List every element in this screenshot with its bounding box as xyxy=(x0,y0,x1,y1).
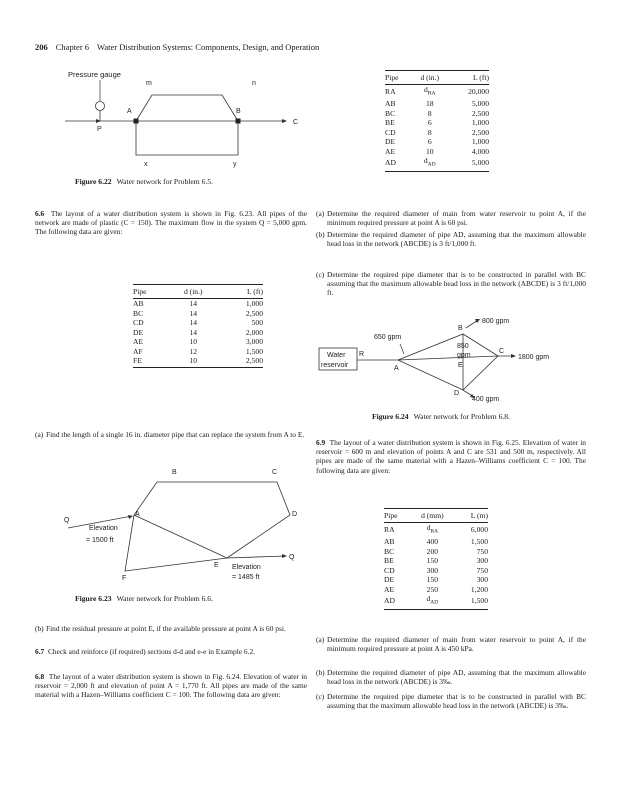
label-E: E xyxy=(458,362,463,369)
problem-6-9-part-a: (a) Determine the required diameter of main from water reservoir to point A, if the minimum required pressure at point A is 450 kPa. xyxy=(316,635,586,654)
problem-6-6-part-b: (b) Find the residual pressure at point E, if the available pressure at point A is 60 psi. xyxy=(35,624,286,633)
label-elevation-A-1: Elevation xyxy=(89,525,118,532)
table-row: FE 10 2,500 xyxy=(133,356,263,365)
table-row: AF 12 1,500 xyxy=(133,346,263,356)
label-D: D xyxy=(454,390,460,397)
problem-6-8: 6.8 The layout of a water distribution system is shown in Fig. 6.24. Elevation of water in reservoir = 2,000 ft and elevation of point A = 1,770 ft. All pipes are made of the same material with a Hazen–Williams coefficient C = 100. The following data are given: xyxy=(35,672,307,700)
pipe-A-B-C xyxy=(398,334,498,360)
figure-6-24-diagram xyxy=(318,312,598,412)
problem-6-9-part-b: (b) Determine the required diameter of pipe AD, assuming that the maximum allowable head loss in the network (ABCDE) is 3‰. xyxy=(316,668,586,687)
label-A: A xyxy=(135,511,140,518)
table-row: CD 300 750 xyxy=(384,565,488,575)
label-Q-outflow: Q xyxy=(289,554,295,561)
table-row: AD $d_{AD}$ 5,000 xyxy=(385,156,489,172)
problem-6-5-part-a: (a) Determine the required diameter of main from water reservoir to point A, if the minimum required pressure at point A is 60 psi. xyxy=(316,209,586,228)
pipe-lower-loop xyxy=(136,121,238,155)
label-B: B xyxy=(172,469,177,476)
label-C: C xyxy=(272,469,278,476)
pipe-A-E-C xyxy=(398,356,498,360)
table-problem-6-9: Pipe d (mm) L (m) RA $d_{RA}$ 6,000 AB 400 1,500 BC 200 750 BE 150 300 CD 300 750 DE 150 300 AE 250 1,200 AD $d_{AD}$ 1,500 xyxy=(384,508,488,610)
label-x: x xyxy=(144,161,148,168)
label-1800-gpm: 1800 gpm xyxy=(518,354,550,361)
problem-6-5-part-c: (c) Determine the required pipe diameter that is to be constructed in parallel with BC assuming that the maximum allowable head loss in the network (ABCDE) is 3 ft/1,000 ft. xyxy=(316,270,586,298)
label-R: R xyxy=(359,351,365,358)
label-elevation-A-2: = 1500 ft xyxy=(86,537,114,544)
problem-6-9-part-c: (c) Determine the required pipe diameter that is to be constructed in parallel with BC assuming that the maximum allowable head loss in the network (ABCDE) is 3‰. xyxy=(316,692,586,711)
table-row: AB 18 5,000 xyxy=(385,99,489,109)
table-row: AE 250 1,200 xyxy=(384,584,488,594)
table-row: BE 6 1,000 xyxy=(385,118,489,128)
figure-6-22-caption: Figure 6.22 Water network for Problem 6.5. xyxy=(75,177,213,186)
table-row: CD 14 500 xyxy=(133,318,263,327)
table-row: BC 200 750 xyxy=(384,546,488,556)
label-400-gpm: 400 gpm xyxy=(472,396,500,403)
table-row: AB 400 1,500 xyxy=(384,537,488,547)
problem-6-5-part-b: (b) Determine the required diameter of pipe AD, assuming that the maximum allowable head loss in the network (ABCDE) is 3 ft/1,000 ft. xyxy=(316,230,586,249)
pipe-A-D-C xyxy=(398,356,498,390)
figure-6-23-caption: Figure 6.23 Water network for Problem 6.6. xyxy=(75,594,213,603)
problem-6-6-part-a: (a) Find the length of a single 16 in. diameter pipe that can replace the system from A to E. xyxy=(35,430,305,439)
node-B xyxy=(236,119,241,124)
running-header xyxy=(35,42,319,52)
chapter-label: Chapter 6 xyxy=(55,42,90,52)
label-C: C xyxy=(499,348,505,355)
label-B: B xyxy=(236,108,241,115)
label-pressure-gauge: Pressure gauge xyxy=(68,70,121,79)
table-row: RA $d_{RA}$ 20,000 xyxy=(385,85,489,97)
table-row: AB 14 1,000 xyxy=(133,299,263,308)
label-650-gpm: 650 gpm xyxy=(374,334,402,341)
figure-6-24-caption: Figure 6.24 Water network for Problem 6.8. xyxy=(372,412,510,421)
pipe-A-B-C-D xyxy=(134,482,290,558)
label-B: B xyxy=(458,325,463,332)
label-m: m xyxy=(146,80,152,87)
table-row: DE 150 300 xyxy=(384,575,488,585)
chapter-title: Water Distribution Systems: Components, Design, and Operation xyxy=(97,42,320,52)
label-Q-inflow: Q xyxy=(64,517,70,524)
table-row: CD 8 2,500 xyxy=(385,127,489,137)
table-row: AD $d_{AD}$ 1,500 xyxy=(384,594,488,610)
label-elevation-E-2: = 1485 ft xyxy=(232,574,260,581)
label-850-gpm-unit: gpm xyxy=(457,352,471,359)
page-number: 206 xyxy=(35,42,48,52)
table-row: DE 14 2,000 xyxy=(133,327,263,337)
label-reservoir: reservoir xyxy=(321,362,349,369)
label-850: 850 xyxy=(457,343,469,350)
label-C: C xyxy=(293,119,299,126)
label-E: E xyxy=(214,562,219,569)
pipe-A-F-E xyxy=(125,515,227,571)
label-y: y xyxy=(233,161,237,168)
pipe-A-E xyxy=(134,515,227,558)
label-800-gpm: 800 gpm xyxy=(482,318,510,325)
label-F: F xyxy=(122,575,127,582)
table-row: AE 10 3,000 xyxy=(133,337,263,346)
table-row: BC 14 2,500 xyxy=(133,308,263,318)
figure-6-23-diagram xyxy=(62,465,312,585)
node-A xyxy=(134,119,139,124)
pressure-gauge-symbol xyxy=(96,102,105,111)
pipe-upper-loop xyxy=(136,95,238,121)
problem-6-7: 6.7 Check and reinforce (if required) sections d-d and e-e in Example 6.2. xyxy=(35,647,256,656)
table-row: RA $d_{RA}$ 6,000 xyxy=(384,523,488,535)
table-row: DE 6 1,000 xyxy=(385,137,489,147)
label-D: D xyxy=(292,511,298,518)
label-water: Water xyxy=(327,352,346,359)
label-elevation-E-1: Elevation xyxy=(232,564,261,571)
figure-6-22-diagram xyxy=(60,68,320,178)
label-P: P xyxy=(97,126,102,133)
table-row: AE 10 4,000 xyxy=(385,146,489,156)
problem-6-9: 6.9 The layout of a water distribution system is shown in Fig. 6.25. Elevation of water in reservoir = 600 m and elevation of points A and C are 531 and 500 m, respectively. All pipes are made of the same material with a Hazen–Williams coefficient C = 100. The following data are given: xyxy=(316,438,586,475)
label-n: n xyxy=(252,80,256,87)
label-A: A xyxy=(127,108,132,115)
label-A: A xyxy=(394,365,399,372)
table-problem-6-6: Pipe d (in.) L (ft) AB 14 1,000 BC 14 2,500 CD 14 500 DE 14 2,000 AE 10 3,000 AF 12 1,500 FE 10 2,500 xyxy=(133,284,263,368)
problem-6-6: 6.6 The layout of a water distribution system is shown in Fig. 6.23. All pipes of the network are made of plastic (C = 150). The maximum flow in the system Q = 5,000 gpm. The following data are given: xyxy=(35,209,307,237)
table-row: BC 8 2,500 xyxy=(385,108,489,118)
table-problem-6-5: Pipe d (in.) L (ft) RA $d_{RA}$ 20,000 AB 18 5,000 BC 8 2,500 BE 6 1,000 CD 8 2,500 DE 6 1,000 AE 10 4,000 AD $d_{AD}$ 5,000 xyxy=(385,70,489,172)
table-row: BE 150 300 xyxy=(384,556,488,566)
